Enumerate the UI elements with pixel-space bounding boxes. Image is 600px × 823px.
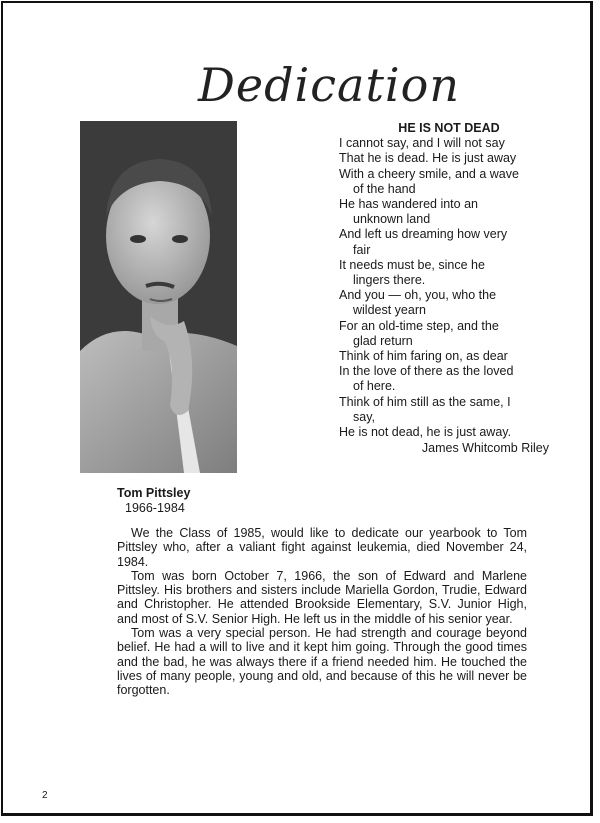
poem-title: HE IS NOT DEAD (398, 121, 500, 135)
poem (339, 121, 549, 456)
poem-line: He is not dead, he is just away. (339, 425, 512, 440)
poem-line: And left us dreaming how very (339, 227, 508, 242)
poem-line: glad return (353, 333, 413, 348)
poem-line: unknown land (353, 212, 431, 227)
dedication-text (117, 526, 527, 698)
dedication-paragraph: Tom was a very special person. He had strength and courage beyond belief. He had a will to live and it kept him going. Through the good times and the bad, he was always there if a friend needed him. He touched the lives of many people, young and old, and because of this he will never be forgotten. (117, 626, 527, 698)
poem-line: Think of him still as the same, I (339, 394, 511, 409)
dedication-paragraph: We the Class of 1985, would like to dedicate our yearbook to Tom Pittsley who, after a valiant fight against leukemia, died November 24, 1984. (117, 526, 527, 569)
poem-author: James Whitcomb Riley (421, 441, 549, 456)
poem-line: That he is dead. He is just away (339, 151, 517, 166)
poem-line: With a cheery smile, and a wave (339, 166, 519, 181)
caption-name: Tom Pittsley (117, 486, 191, 500)
poem-line: say, (353, 409, 375, 424)
poem-line: And you — oh, you, who the (339, 288, 497, 303)
page-number: 2 (42, 790, 48, 801)
poem-line: He has wandered into an (339, 197, 478, 212)
portrait-illustration (80, 121, 237, 473)
poem-line: I cannot say, and I will not say (339, 136, 505, 151)
dedication-paragraph: Tom was born October 7, 1966, the son of Edward and Marlene Pittsley. His brothers and sisters include Mariella Gordon, Trudie, Edward and Christopher. He attended Brookside Elementary, S.V. Junior High, and most of S.V. Senior High. He left us in the middle of his senior year. (117, 568, 527, 626)
poem-line: lingers there. (353, 273, 426, 288)
poem-line: In the love of there as the loved (339, 364, 514, 379)
caption-dates: 1966-1984 (125, 501, 185, 515)
poem-line: Think of him faring on, as dear (339, 349, 508, 364)
poem-line: of the hand (353, 181, 416, 196)
poem-line: It needs must be, since he (339, 257, 485, 272)
poem-line: fair (353, 242, 371, 257)
poem-line: of here. (353, 379, 396, 394)
photo-caption (117, 486, 190, 516)
page-title: Dedication (198, 58, 460, 112)
poem-line: wildest yearn (353, 303, 426, 318)
poem-line: For an old-time step, and the (339, 318, 499, 333)
portrait-photo (80, 121, 237, 473)
